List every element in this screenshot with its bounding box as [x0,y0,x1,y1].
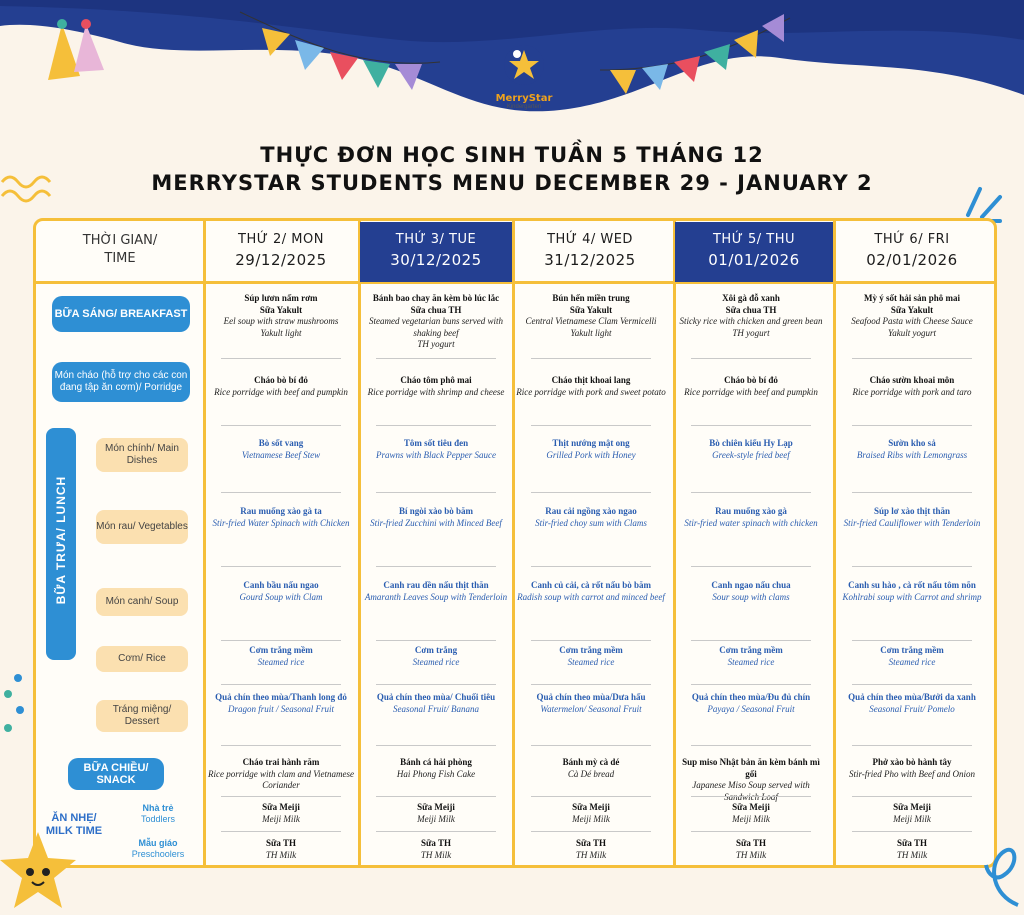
dish-name-en: Meiji Milk [417,813,455,824]
dish-name-en: Steamed rice [412,656,460,667]
row-separator [691,684,811,685]
row-label-breakfast: BỮA SÁNG/ BREAKFAST [52,296,190,332]
dish-name-vn: Cháo thịt khoai lang [551,375,631,385]
row-label-lunch: BỮA TRƯA/ LUNCH [46,428,76,660]
menu-cell-milk_t [837,802,987,825]
row-separator [691,425,811,426]
row-separator [376,796,496,797]
menu-cell-breakfast [676,293,826,339]
menu-cell-main [837,438,987,461]
menu-cell-breakfast [837,293,987,339]
menu-cell-milk_t [361,802,511,825]
dish-name-en: Steamed rice [727,656,775,667]
row-separator [376,566,496,567]
menu-cell-milk_p [516,838,666,861]
row-separator [852,745,972,746]
dish-name-vn: Sữa Yakult [259,304,303,315]
dish-name-en: Rice porridge with clam and Vietnamese Coriander [207,768,355,790]
brand-name: MerryStar [495,93,553,104]
page-title-vn: THỰC ĐƠN HỌC SINH TUẦN 5 THÁNG 12 [260,143,764,167]
dish-name-vn: Mỳ ý sốt hải sản phô mai [863,293,961,303]
row-separator [221,566,341,567]
menu-cell-snack [206,757,356,792]
menu-cell-soup [676,580,826,603]
dish-name-vn: Sữa Meiji [417,802,455,812]
dish-name-vn: Tôm sốt tiêu đen [403,438,469,448]
dish-name-en: Yakult yogurt [888,327,936,338]
row-separator [376,358,496,359]
dish-name-vn: Canh củ cải, cà rốt nấu bò băm [530,580,651,590]
menu-cell-milk_p [837,838,987,861]
dish-name-en: Braised Ribs with Lemongrass [856,449,968,460]
dish-name-vn: Sữa Yakult [890,304,934,315]
dish-name-en: Stir-fried Water Spinach with Chicken [212,517,350,528]
row-separator [691,640,811,641]
dish-name-vn: Quả chín theo mùa/Đu đủ chín [691,692,811,702]
dish-name-vn: Sữa TH [736,838,766,848]
brand-sub: Kindergarten [506,104,542,110]
row-separator [376,492,496,493]
row-separator [531,684,651,685]
dish-name-en: Greek-style fried beef [712,449,790,460]
dish-name-vn: Cháo bò bí đỏ [724,375,778,385]
menu-cell-rice [361,645,511,668]
row-label-soup: Món canh/ Soup [96,588,188,616]
menu-cell-soup [516,580,666,603]
row-separator [691,492,811,493]
row-separator [221,745,341,746]
dish-name-vn: Quả chín theo mùa/ Chuối tiêu [376,692,496,702]
dish-name-en: Eel soup with straw mushrooms [223,316,339,326]
row-label-preschoolers: Mẫu giáo Preschoolers [131,838,185,859]
menu-cell-rice [206,645,356,668]
menu-cell-snack [361,757,511,780]
dish-name-vn: Cháo trai hành răm [242,757,320,767]
dish-name-vn: Sữa Yakult [569,304,613,315]
dish-name-vn: Sườn kho sả [888,438,936,448]
menu-cell-snack [837,757,987,780]
dish-name-en: Meiji Milk [572,813,610,824]
row-separator [221,425,341,426]
dish-name-en: Payaya / Seasonal Fruit [707,703,795,714]
ribbon-decoration [982,835,1024,915]
dish-name-vn: Sữa TH [576,838,606,848]
menu-cell-dessert [516,692,666,715]
dish-name-en: Yakult light [570,327,612,338]
menu-cell-porridge [206,375,356,398]
menu-cell-dessert [206,692,356,715]
menu-cell-milk_p [361,838,511,861]
menu-cell-snack [516,757,666,780]
dish-name-vn: Cơm trắng mềm [880,645,944,655]
dish-name-vn: Cháo sườn khoai môn [869,375,955,385]
dish-name-en: Seasonal Fruit/ Pomelo [869,703,955,714]
dish-name-vn: Súp lơ xào thịt thăn [873,506,950,516]
dish-name-en: Amaranth Leaves Soup with Tenderloin [364,591,508,602]
dish-name-vn: Bánh bao chay ăn kèm bò lúc lắc [372,293,500,303]
dish-name-en: Seasonal Fruit/ Banana [393,703,479,714]
dish-name-vn: Phở xào bò hành tây [872,757,952,767]
menu-cell-veg [676,506,826,529]
dish-name-vn: Sữa Meiji [262,802,300,812]
row-separator [531,492,651,493]
row-separator [221,640,341,641]
row-separator [691,831,811,832]
row-label-dessert: Tráng miệng/ Dessert [96,700,188,732]
row-separator [852,684,972,685]
menu-cell-veg [837,506,987,529]
dish-name-vn: Rau muống xào gà [715,506,787,516]
row-separator [221,358,341,359]
menu-cell-rice [837,645,987,668]
dish-name-en: Sour soup with clams [712,591,790,602]
dish-name-vn: Bánh cá hải phòng [400,757,472,767]
row-separator [221,796,341,797]
dish-name-vn: Sữa Meiji [572,802,610,812]
dish-name-en: Prawns with Black Pepper Sauce [376,449,496,460]
dish-name-en: Seafood Pasta with Cheese Sauce [851,316,973,326]
dish-name-en: Steamed rice [888,656,936,667]
row-separator [531,425,651,426]
dish-name-vn: Rau cải ngồng xào ngao [545,506,637,516]
row-separator [221,684,341,685]
day-header-mon: THỨ 2/ MON 29/12/2025 [235,232,327,269]
dish-name-en: Stir-fried choy sum with Clams [535,517,647,528]
menu-cell-milk_p [676,838,826,861]
menu-cell-soup [837,580,987,603]
dish-name-en: Rice porridge with pork and taro [852,386,972,397]
dish-name-en: Stir-fried Cauliflower with Tenderloin [843,517,981,528]
dish-name-vn: Cơm trắng [414,645,458,655]
dish-name-vn: Xôi gà đỗ xanh [722,293,780,303]
menu-cell-main [676,438,826,461]
menu-cell-dessert [361,692,511,715]
dish-name-vn: Súp lươn nấm rơm [244,293,318,303]
dish-name-vn: Cháo bò bí đỏ [254,375,308,385]
dish-name-vn: Thịt nướng mật ong [552,438,630,448]
dish-name-vn: Cơm trắng mềm [249,645,313,655]
menu-cell-rice [676,645,826,668]
dish-name-vn: Sữa Meiji [893,802,931,812]
dish-name-en: Gourd Soup with Clam [239,591,323,602]
dish-name-en: TH yogurt [417,339,455,349]
menu-cell-soup [361,580,511,603]
menu-cell-milk_t [516,802,666,825]
row-label-rice: Cơm/ Rice [96,646,188,672]
dish-name-vn: Cơm trắng mềm [719,645,783,655]
dish-name-vn: Canh ngao nấu chua [711,580,791,590]
row-separator [691,796,811,797]
dish-name-en: Meiji Milk [262,813,300,824]
day-header-tue: THỨ 3/ TUE 30/12/2025 [360,222,512,282]
menu-cell-breakfast [206,293,356,339]
menu-cell-milk_t [676,802,826,825]
menu-cell-veg [206,506,356,529]
day-header-thu: THỨ 5/ THU 01/01/2026 [675,222,833,282]
dish-name-vn: Sữa chua TH [410,304,462,315]
dish-name-en: TH Milk [265,849,297,860]
row-separator [531,566,651,567]
menu-cell-breakfast [361,293,511,351]
menu-cell-porridge [837,375,987,398]
dish-name-vn: Canh su hào , cà rốt nấu tôm nõn [848,580,976,590]
dish-name-vn: Bánh mỳ cà dé [562,757,620,767]
dish-name-en: Stir-fried water spinach with chicken [684,517,818,528]
dish-name-vn: Sữa TH [897,838,927,848]
brand-logo [494,40,554,110]
squiggle-decoration [0,170,60,210]
dish-name-en: Hai Phong Fish Cake [396,768,476,779]
page-title-en: MERRYSTAR STUDENTS MENU DECEMBER 29 - JANUARY 2 [151,171,873,195]
dish-name-en: Stir-fried Zucchini with Minced Beef [370,517,502,528]
dish-name-en: Rice porridge with pork and sweet potato [516,386,666,397]
dish-name-en: Rice porridge with beef and pumpkin [684,386,818,397]
dish-name-en: Steamed rice [567,656,615,667]
dish-name-en: Grilled Pork with Honey [546,449,636,460]
dish-name-en: TH Milk [575,849,607,860]
row-separator [852,492,972,493]
row-separator [852,425,972,426]
row-separator [376,831,496,832]
dish-name-en: Meiji Milk [732,813,770,824]
menu-cell-main [516,438,666,461]
menu-cell-porridge [676,375,826,398]
day-header-wed: THỨ 4/ WED 31/12/2025 [544,232,636,269]
dots-decoration [0,670,30,740]
merrystar-logo-icon [499,40,549,90]
dish-name-vn: Canh bầu nấu ngao [243,580,319,590]
dish-name-vn: Quả chín theo mùa/Dưa hấu [536,692,646,702]
dish-name-vn: Sữa chua TH [725,304,777,315]
dish-name-en: TH Milk [735,849,767,860]
row-label-toddlers: Nhà trẻ Toddlers [140,803,176,824]
dish-name-vn: Quả chín theo mùa/Bưởi da xanh [848,692,976,702]
row-separator [221,831,341,832]
row-separator [852,796,972,797]
row-separator [852,566,972,567]
dish-name-en: Steamed vegetarian buns served with shaking beef [369,316,503,338]
dish-name-en: Steamed rice [257,656,305,667]
dish-name-en: Yakult light [260,327,302,338]
menu-cell-breakfast [516,293,666,339]
menu-cell-veg [361,506,511,529]
dish-name-vn: Bí ngòi xào bò băm [398,506,474,516]
star-mascot-icon [0,828,80,915]
dish-name-en: Kohlrabi soup with Carrot and shrimp [842,591,982,602]
dish-name-vn: Quả chín theo mùa/Thanh long đỏ [215,692,347,702]
dish-name-vn: Sup miso Nhật bản ăn kèm bánh mì gối [682,757,820,779]
menu-cell-porridge [516,375,666,398]
dish-name-en: Radish soup with carrot and minced beef [517,591,665,602]
row-separator [852,358,972,359]
menu-cell-soup [206,580,356,603]
dish-name-vn: Rau muống xào gà ta [240,506,322,516]
menu-cell-rice [516,645,666,668]
row-separator [531,358,651,359]
row-separator [376,684,496,685]
dish-name-vn: Bò sốt vang [258,438,304,448]
row-separator [691,358,811,359]
dish-name-vn: Cơm trắng mềm [559,645,623,655]
row-separator [531,796,651,797]
row-separator [691,566,811,567]
row-separator [531,640,651,641]
row-label-main: Món chính/ Main Dishes [96,438,188,472]
dish-name-en: Meiji Milk [893,813,931,824]
dish-name-vn: Sữa TH [421,838,451,848]
dish-name-vn: Sữa Meiji [732,802,770,812]
menu-cell-porridge [361,375,511,398]
dish-name-en: TH Milk [420,849,452,860]
menu-cell-main [206,438,356,461]
dish-name-en: Rice porridge with beef and pumpkin [214,386,348,397]
dish-name-en: Japanese Miso Soup served with [692,780,810,790]
menu-cell-main [361,438,511,461]
dish-name-en: TH yogurt [732,327,770,338]
row-separator [852,831,972,832]
dish-name-vn: Cháo tôm phô mai [400,375,472,385]
dish-name-en: Stir-fried Pho with Beef and Onion [848,768,976,779]
row-label-veg: Món rau/ Vegetables [96,510,188,544]
row-separator [852,640,972,641]
row-separator [376,425,496,426]
row-separator [376,745,496,746]
menu-cell-dessert [676,692,826,715]
row-label-porridge: Món cháo (hỗ trợ cho các con đang tập ăn cơm)/ Porridge [52,362,190,402]
row-separator [376,640,496,641]
dish-name-en: Cà Dé bread [567,768,615,779]
dish-name-en: Central Vietnamese Clam Vermicelli [525,316,657,326]
dish-name-en: Sticky rice with chicken and green bean [679,316,823,326]
menu-cell-dessert [837,692,987,715]
dish-name-vn: Bún hến miền trung [552,293,630,303]
row-label-snack: BỮA CHIỀU/ SNACK [68,758,164,790]
row-label-milk: ĂN NHẸ/ MILK TIME [45,812,103,837]
dish-name-en: Watermelon/ Seasonal Fruit [540,703,642,714]
day-header-fri: THỨ 6/ FRI 02/01/2026 [866,232,958,269]
dish-name-en: TH Milk [896,849,928,860]
row-separator [531,831,651,832]
menu-cell-milk_p [206,838,356,861]
row-separator [221,492,341,493]
menu-cell-milk_t [206,802,356,825]
menu-cell-veg [516,506,666,529]
dish-name-vn: Canh rau dền nấu thịt thăn [383,580,489,590]
dish-name-vn: Sữa TH [266,838,296,848]
row-separator [691,745,811,746]
row-separator [531,745,651,746]
dish-name-vn: Bò chiên kiểu Hy Lạp [709,438,793,448]
dish-name-en: Rice porridge with shrimp and cheese [367,386,505,397]
dish-name-en: Vietnamese Beef Stew [241,449,321,460]
time-header: THỜI GIAN/ TIME [82,233,158,266]
dish-name-en: Dragon fruit / Seasonal Fruit [227,703,334,714]
